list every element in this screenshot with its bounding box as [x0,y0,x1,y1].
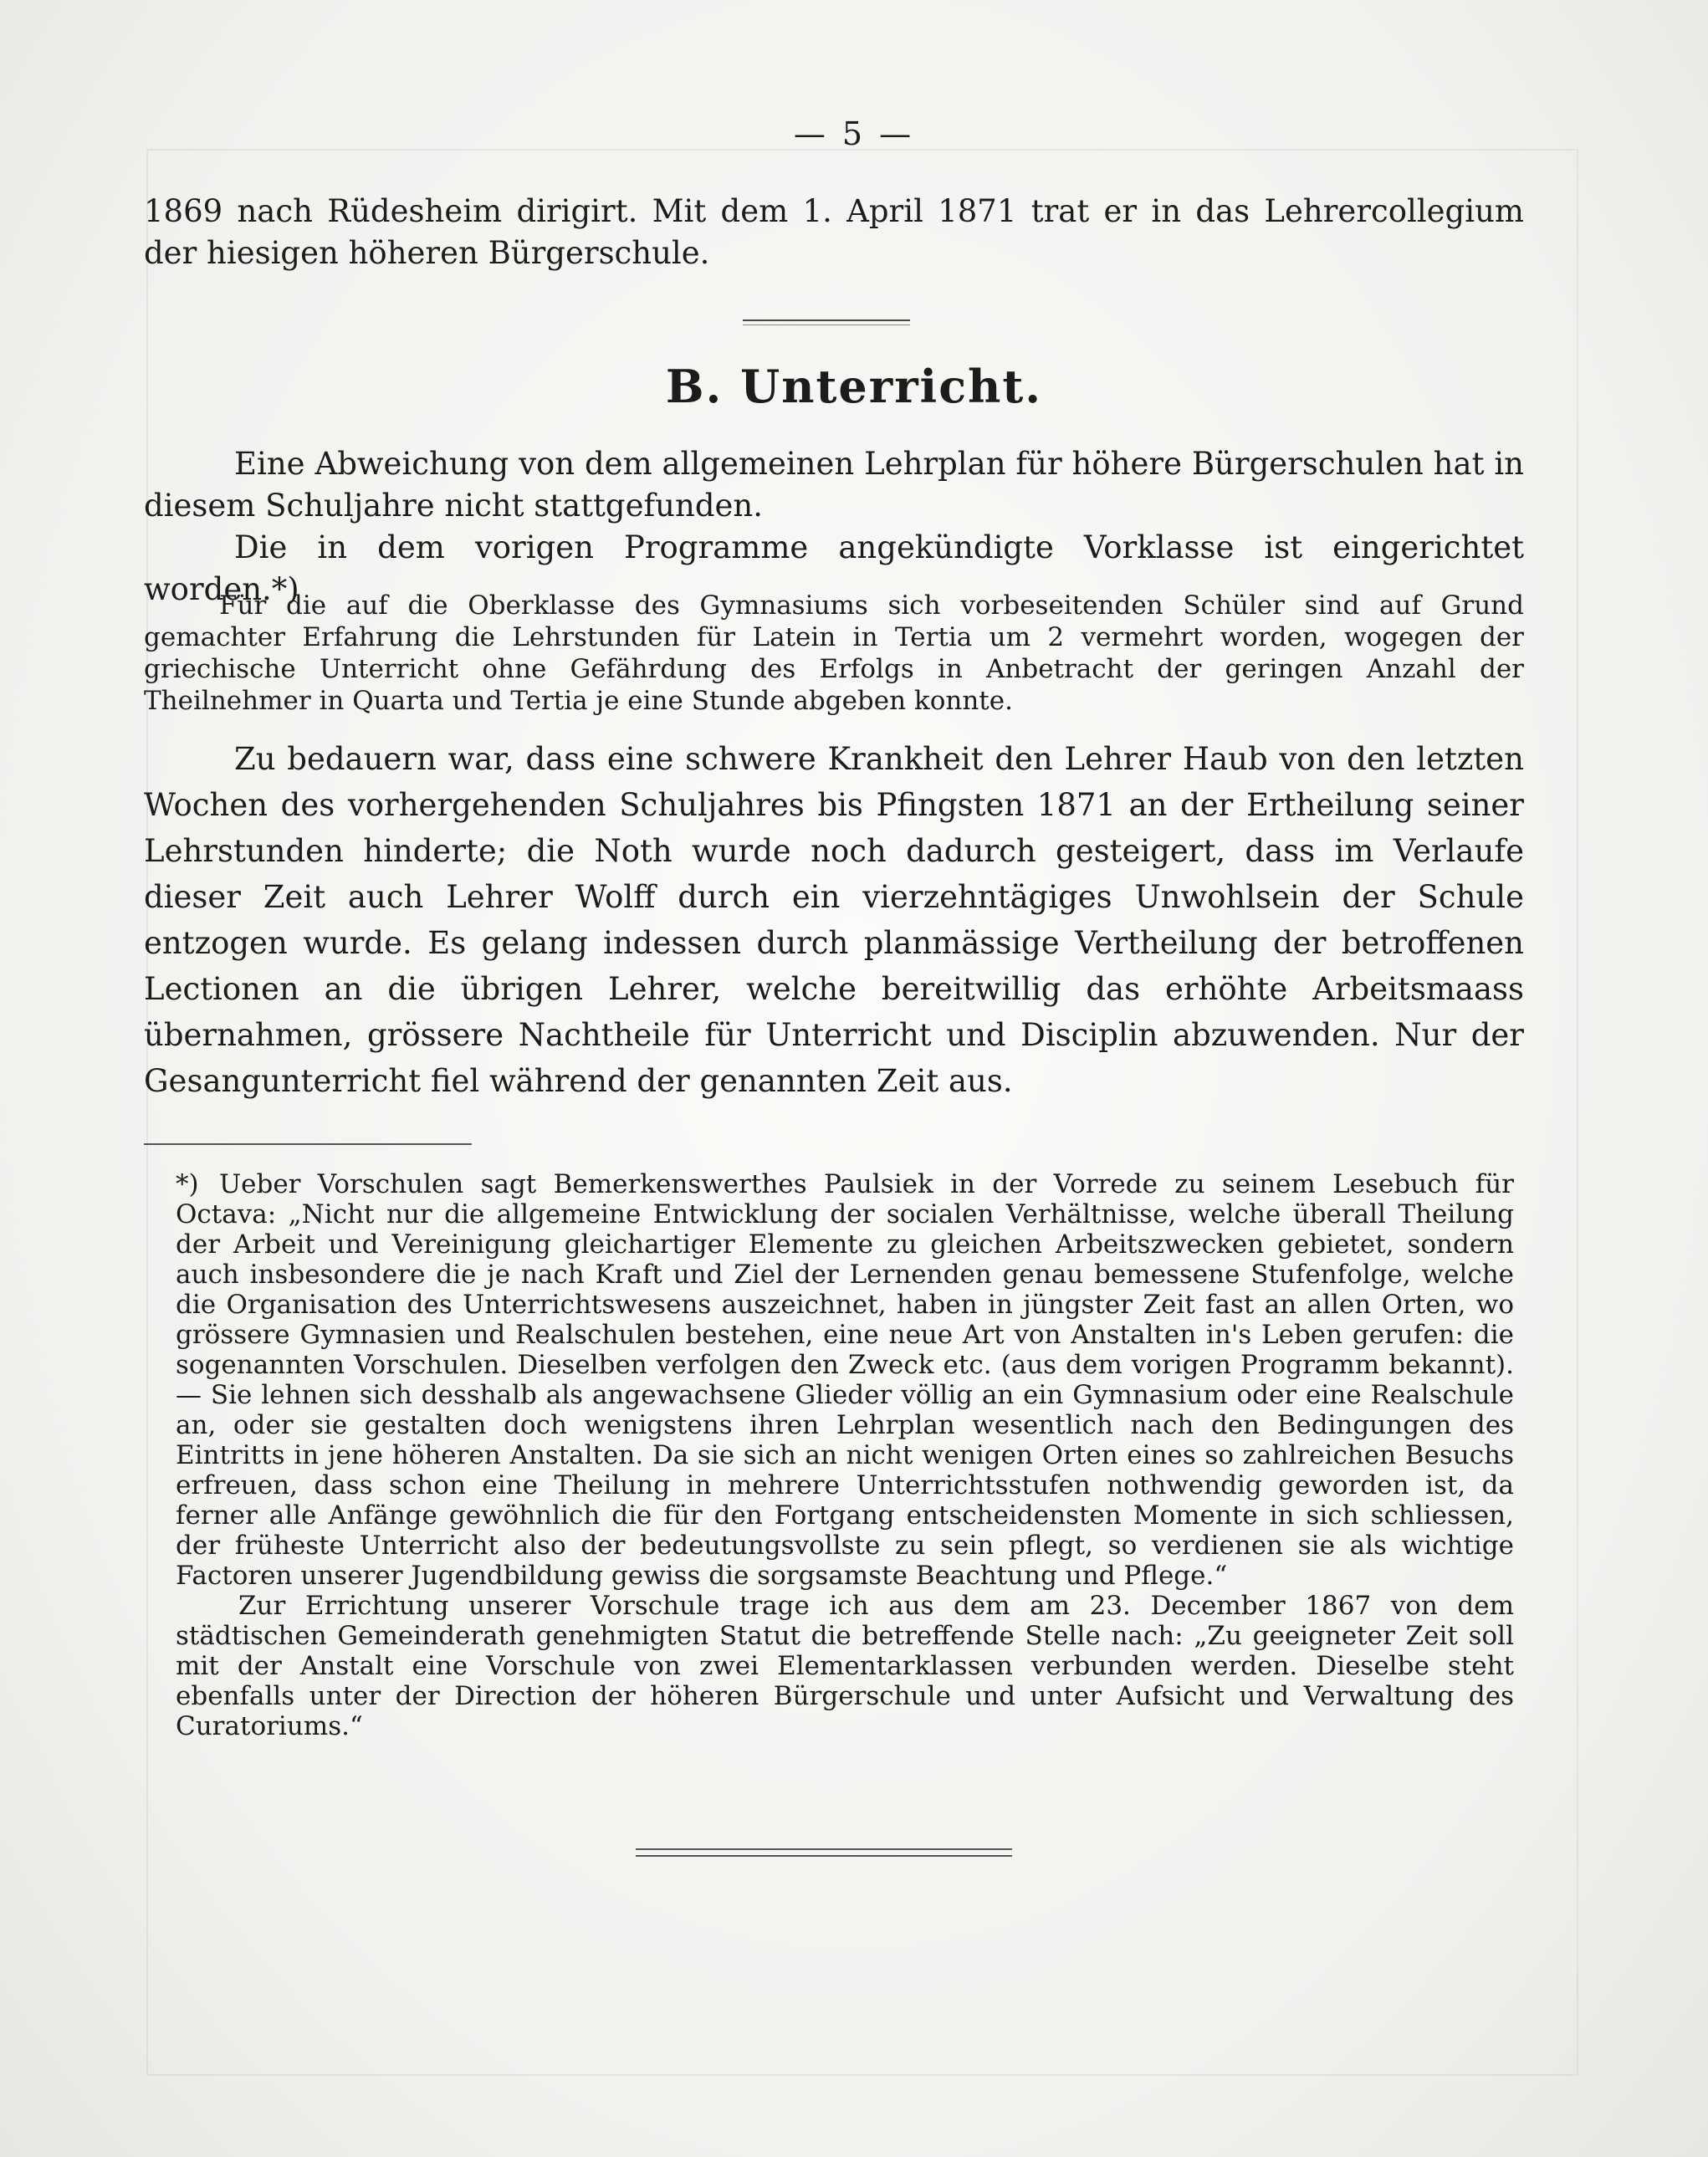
footnote-rule [144,1143,472,1145]
paragraph-krankheit-text: Zu bedauern war, dass eine schwere Krankheit den Lehrer Haub von den letzten Wochen des vorhergehenden Schuljahres bis Pfingsten 1871 an der Ertheilung seiner Lehrstunden hinderte; die Noth wurde noch dadurch gesteigert, dass im Verlaufe dieser Zeit auch Lehrer Wolff durch ein vierzehntägiges Unwohlsein der Schule entzogen wurde. Es gelang indessen durch planmässige Vertheilung der betroffenen Lectionen an die übrigen Lehrer, welche bereitwillig das erhöhte Arbeitsmaass übernahmen, grössere Nachtheile für Unterricht und Disciplin abzuwenden. Nur der Gesangunterricht fiel während der genannten Zeit aus. [144,741,1524,1099]
end-double-rule [636,1848,1012,1857]
paragraph-krankheit [144,736,1524,1104]
lehrplan-paragraphs [144,443,1524,611]
small-print-text: Für die auf die Oberklasse des Gymnasiums sich vorbeseitenden Schüler sind auf Grund gemachter Erfahrung die Lehrstunden für Latein in Tertia um 2 vermehrt worden, wogegen der griechische Unterricht ohne Gefährdung des Erfolgs in Anbetracht der geringen Anzahl der Theilnehmer in Quarta und Tertia je eine Stunde abgeben konnte. [144,590,1524,716]
footnote-mark: *) [176,1169,199,1199]
footnote [176,1169,1514,1741]
footnote-paragraph-2: Zur Errichtung unserer Vorschule trage ich aus dem am 23. December 1867 von dem städtischen Gemeinderath genehmigten Statut die betreffende Stelle nach: „Zu geeigneter Zeit soll mit der Anstalt eine Vorschule von zwei Elementarklassen verbunden werden. Dieselbe steht ebenfalls unter der Direction der höheren Bürgerschule und unter Aufsicht und Verwaltung des Curatoriums.“ [176,1591,1514,1741]
footnote-paragraph-1: Ueber Vorschulen sagt Bemerkenswerthes Paulsiek in der Vorrede zu seinem Lesebuch für Octava: „Nicht nur die allgemeine Entwicklung der socialen Verhältnisse, welche überall Theilung der Arbeit und Vereinigung gleichartiger Elemente zu gleichen Arbeitszwecken gebietet, sondern auch insbesondere die je nach Kraft und Ziel der Lernenden genau bemessene Stufenfolge, welche die Organisation des Unterrichtswesens auszeichnet, haben in jüngster Zeit fast an allen Orten, wo grössere Gymnasien und Realschulen bestehen, eine neue Art von Anstalten in's Leben gerufen: die sogenannten Vorschulen. Dieselben verfolgen den Zweck etc. (aus dem vorigen Programm bekannt). — Sie lehnen sich desshalb als angewachsene Glieder völlig an ein Gymnasium oder eine Realschule an, oder sie gestalten doch wenigstens ihren Lehrplan wesentlich nach den Bedingungen des Eintritts in jene höheren Anstalten. Da sie sich an nicht wenigen Orten eines so zahlreichen Besuchs erfreuen, dass schon eine Theilung in mehrere Unterrichtsstufen nothwendig geworden ist, da ferner alle Anfänge gewöhnlich die für den Fortgang entscheidensten Momente in sich schliessen, der früheste Unterricht also der bedeutungsvollste zu sein pflegt, so verdienen sie als wichtige Factoren unserer Jugendbildung gewiss die sorgsamste Beachtung und Pflege.“ [176,1169,1514,1591]
intro-paragraph [144,191,1524,274]
bleed-through-frame [146,149,1578,2076]
intro-text: 1869 nach Rüdesheim dirigirt. Mit dem 1. April 1871 trat er in das Lehrercollegium der hiesigen höheren Bürgerschule. [144,193,1524,271]
paragraph-vorklasse: Die in dem vorigen Programme angekündigte Vorklasse ist eingerichtet worden.*) [144,529,1524,607]
section-separator [743,319,910,325]
page-number: — 5 — [793,115,915,152]
section-heading: B. Unterricht. [665,360,1043,413]
small-print-paragraph [144,590,1524,717]
paragraph-lehrplan: Eine Abweichung von dem allgemeinen Lehrplan für höhere Bürgerschulen hat in diesem Schuljahre nicht stattgefunden. [144,446,1524,524]
